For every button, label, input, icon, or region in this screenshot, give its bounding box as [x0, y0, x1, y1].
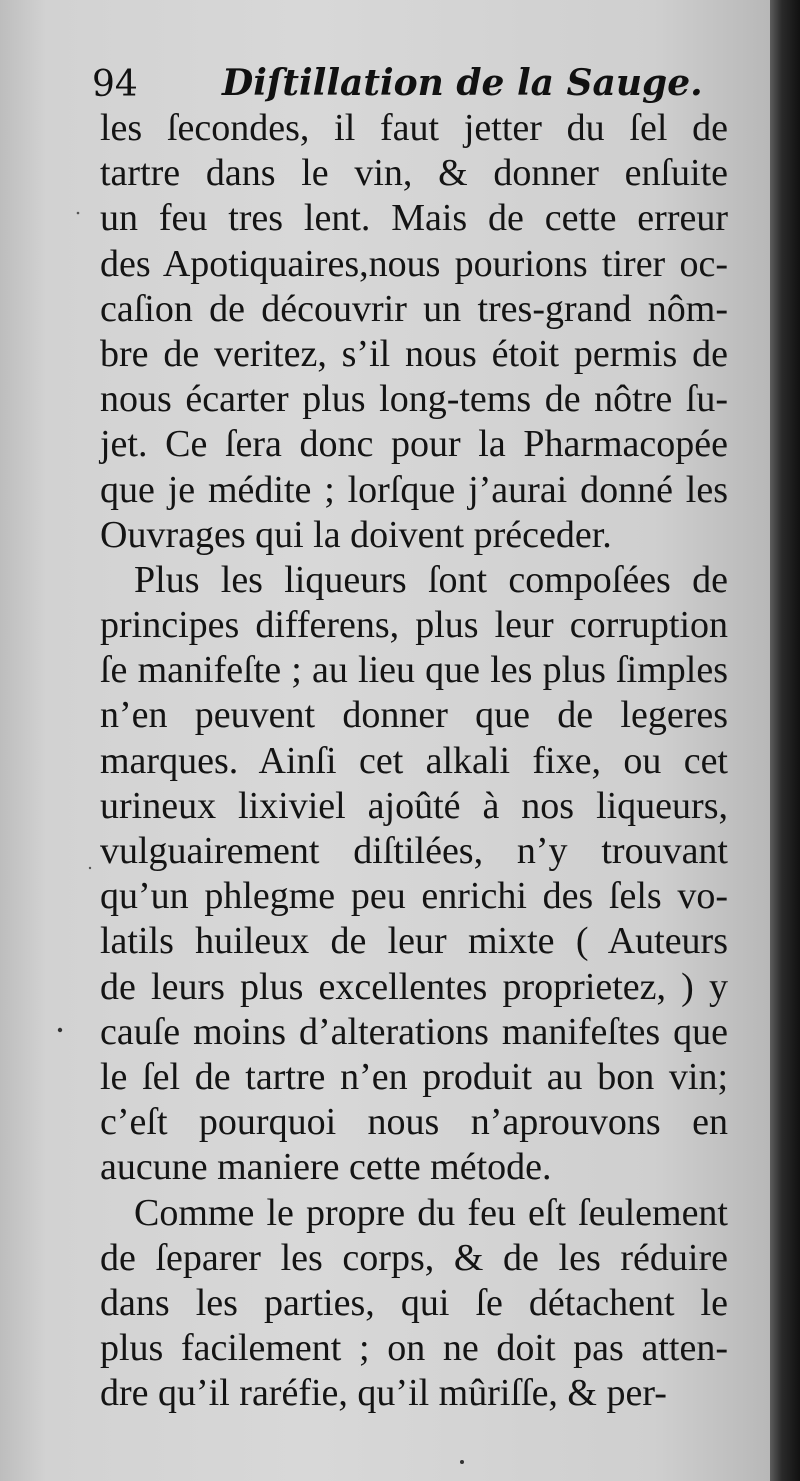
text-line: tartre dans le vin, & donner enſuite — [100, 152, 728, 195]
ink-speck — [89, 867, 91, 869]
text-line: que je médite ; lorſque j’aurai donné les — [100, 468, 728, 511]
text-line: Comme le propre du feu eſt ſeulement — [134, 1191, 728, 1234]
text-line: dre qu’il raréfie, qu’il mûriſſe, & per- — [100, 1372, 667, 1415]
text-line: c’eſt pourquoi nous n’aprouvons en — [100, 1101, 728, 1144]
paragraph — [100, 558, 728, 1191]
text-line: marques. Ainſi cet alkali fixe, ou cet — [100, 739, 728, 782]
text-line: de leurs plus excellentes proprietez, ) y — [100, 965, 728, 1008]
text-line: cauſe moins d’alterations manifeſtes que — [100, 1010, 728, 1053]
text-line: vulguairement diſtilées, n’y trouvant — [100, 830, 728, 872]
text-line: nous écarter plus long-tems de nôtre ſu- — [100, 378, 728, 421]
text-line: jet. Ce ſera donc pour la Pharmacopée — [100, 423, 728, 466]
ink-speck — [460, 1460, 464, 1464]
text-line: principes differens, plus leur corruption — [100, 604, 728, 647]
ink-speck — [77, 212, 80, 215]
running-title: Diſtillation de la Sauge. — [222, 62, 703, 104]
text-line: Plus les liqueurs ſont compoſées de — [134, 558, 728, 601]
text-line: caſion de découvrir un tres-grand nôm- — [100, 287, 728, 330]
text-line: dans les parties, qui ſe détachent le — [100, 1281, 728, 1324]
text-line: de ſeparer les corps, & de les réduire — [100, 1236, 728, 1279]
book-spine-shadow — [770, 0, 800, 1481]
text-line: Ouvrages qui la doivent préceder. — [100, 513, 612, 556]
text-line: n’en peuvent donner que de legeres — [100, 694, 728, 737]
text-line: qu’un phlegme peu enrichi des ſels vo- — [100, 875, 728, 918]
body-text — [100, 106, 728, 1416]
text-line: les ſecondes, il faut jetter du ſel de — [100, 107, 728, 149]
text-line: urineux lixiviel ajoûté à nos liqueurs, — [100, 784, 728, 827]
text-line: plus facilement ; on ne doit pas atten- — [100, 1327, 728, 1370]
paragraph — [100, 106, 728, 558]
text-line: des Apotiquaires,nous pourions tirer oc- — [100, 242, 728, 285]
text-line: latils huileux de leur mixte ( Auteurs — [100, 920, 728, 963]
page-number: 94 — [92, 64, 138, 105]
text-line: ſe manifeſte ; au lieu que les plus ſimples — [100, 649, 728, 692]
page-header — [92, 62, 732, 112]
text-line: le ſel de tartre n’en produit au bon vin; — [100, 1055, 728, 1098]
text-line: aucune maniere cette métode. — [100, 1146, 552, 1189]
paragraph — [100, 1191, 728, 1417]
text-line: un feu tres lent. Mais de cette erreur — [100, 197, 728, 240]
text-line: bre de veritez, s’il nous étoit permis de — [100, 332, 728, 375]
ink-speck — [58, 1028, 62, 1032]
